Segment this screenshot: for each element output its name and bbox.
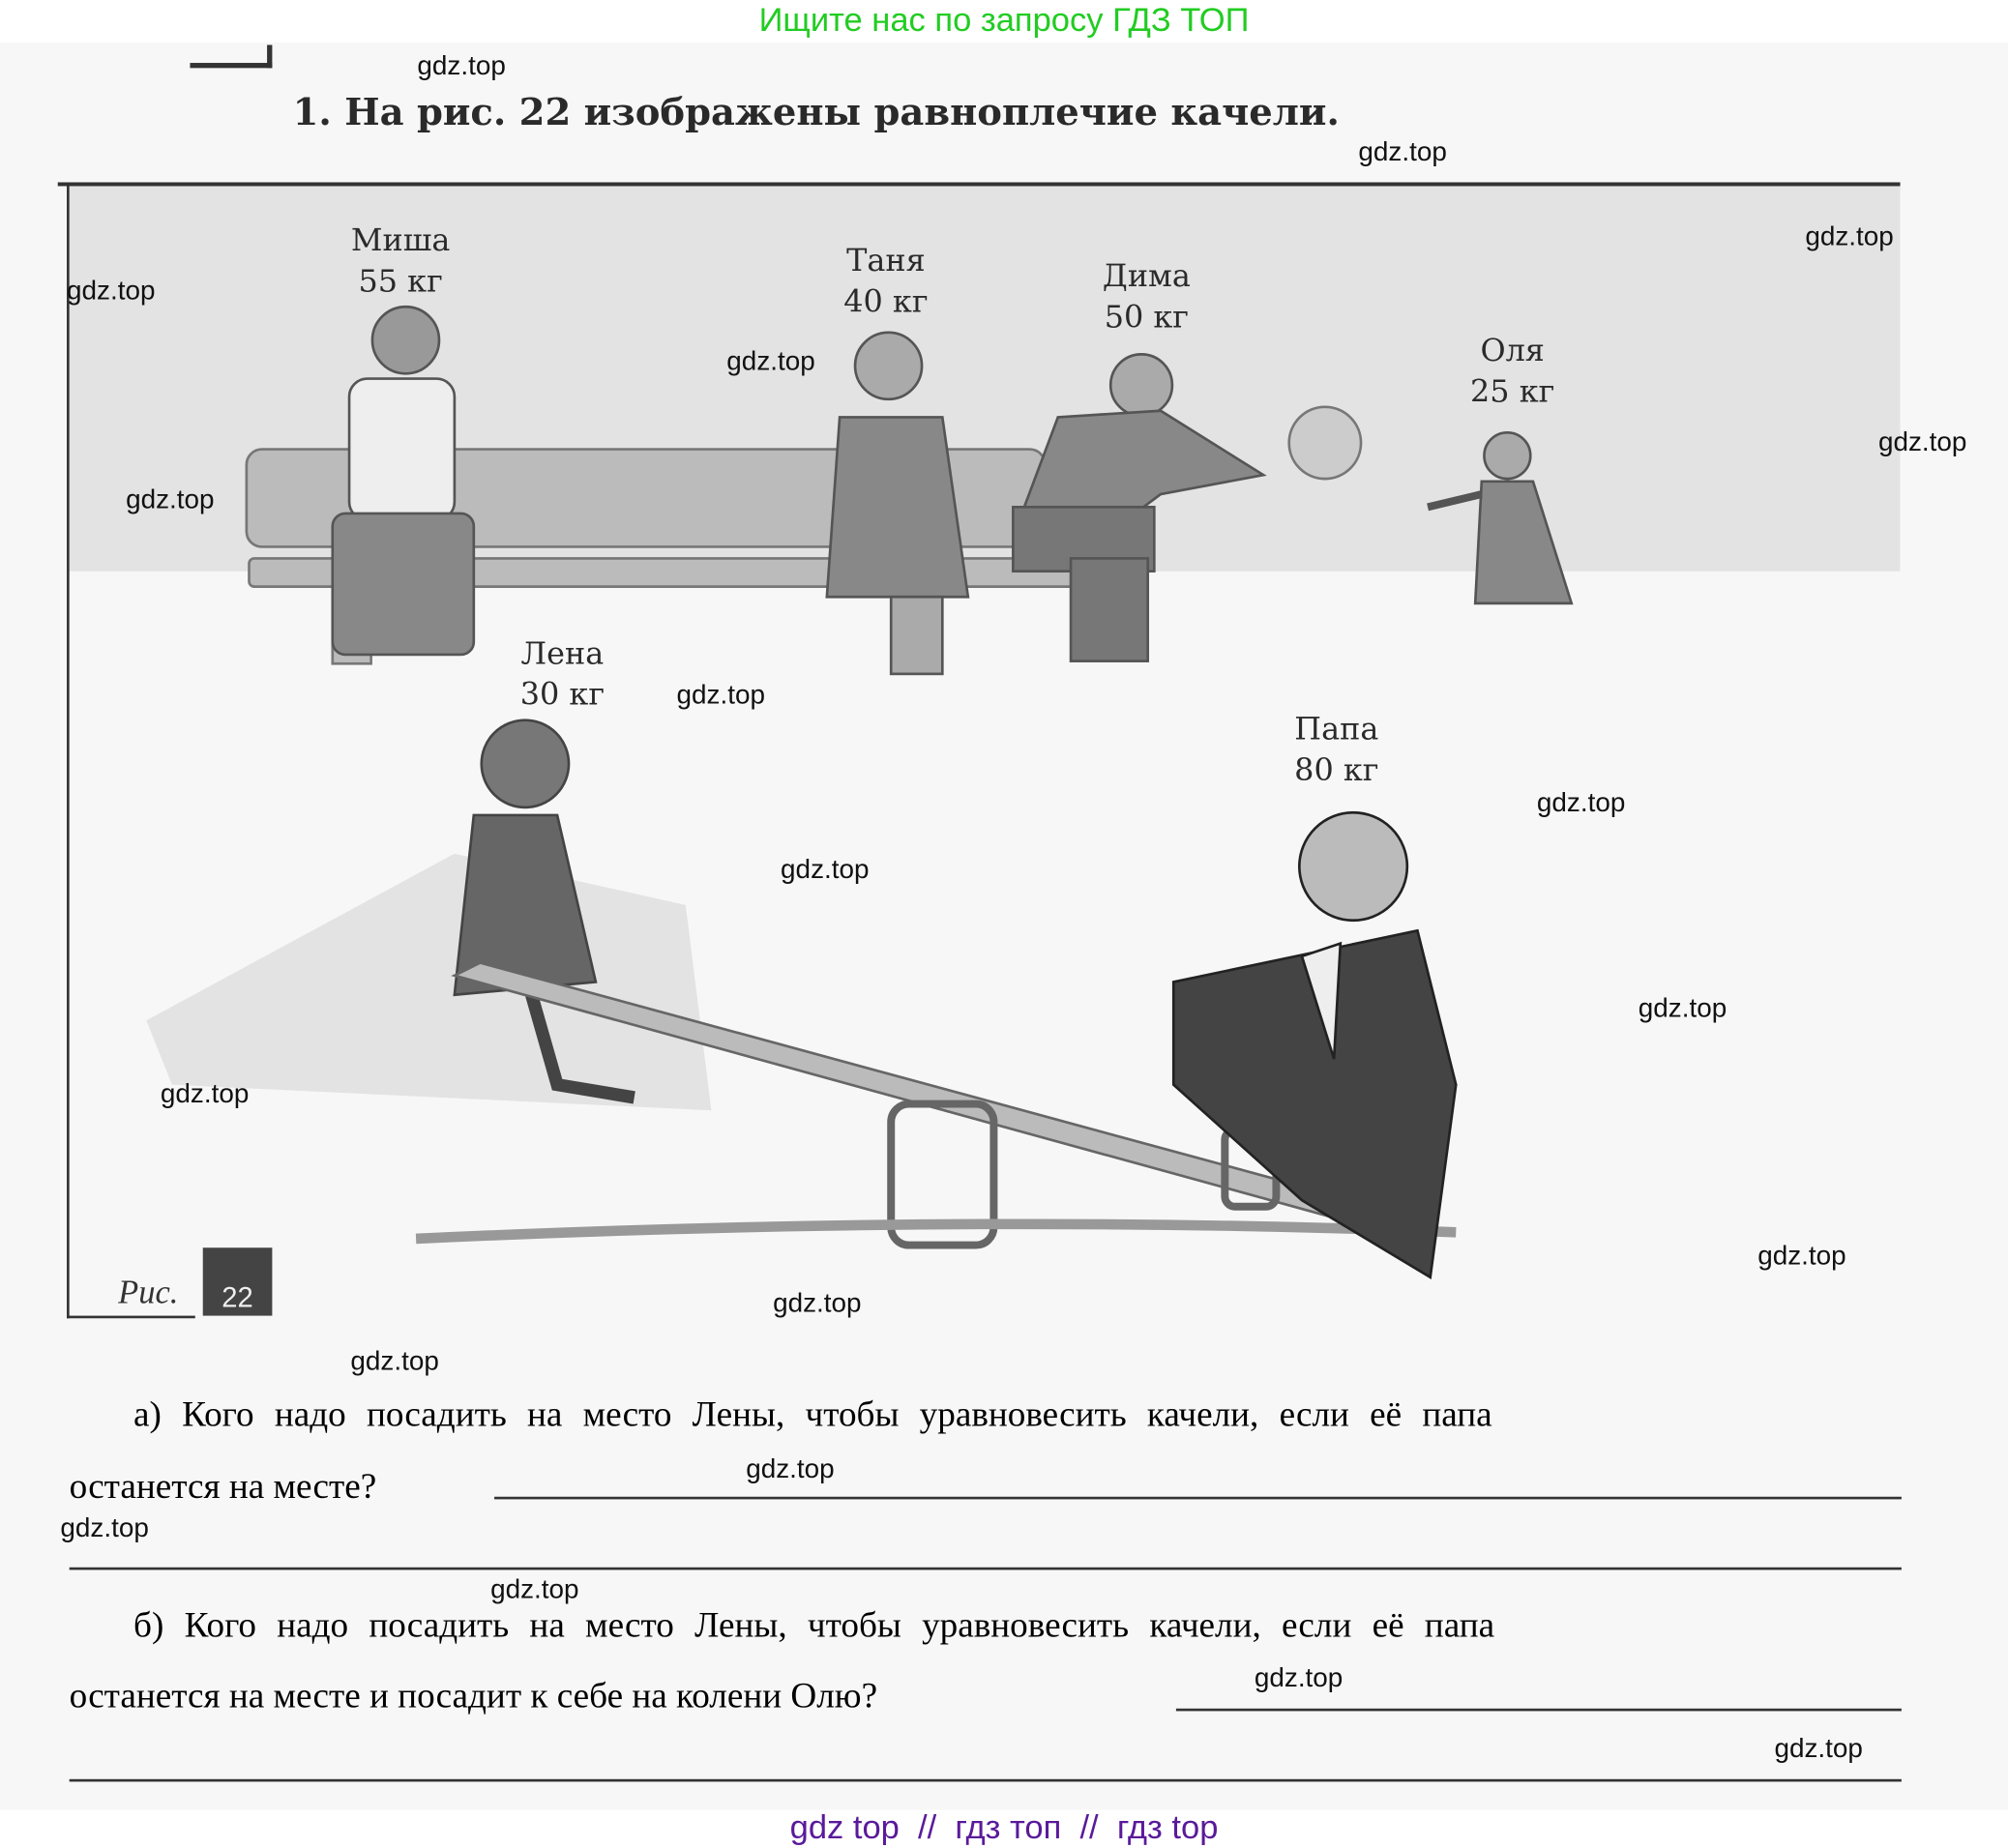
person-weight: 25 кг: [1470, 373, 1555, 410]
person-name: Дима: [1102, 257, 1191, 294]
figure-bottom-border: [67, 1316, 195, 1319]
person-weight: 40 кг: [843, 283, 929, 320]
watermark: gdz.top: [1805, 221, 1894, 252]
watermark: gdz.top: [1774, 1734, 1863, 1764]
watermark: gdz.top: [417, 51, 506, 81]
label-dima: [1103, 255, 1191, 337]
person-name: Миша: [350, 221, 451, 258]
label-lena: [520, 632, 605, 715]
figure-number: 22: [203, 1247, 273, 1315]
watermark: gdz.top: [676, 680, 765, 711]
person-weight: 80 кг: [1294, 751, 1379, 789]
person-name: Лена: [520, 635, 605, 672]
answer-line: [70, 1568, 1902, 1570]
question-a-line2: останется на месте?: [69, 1467, 377, 1508]
watermark: gdz.top: [1877, 427, 1967, 457]
watermark: gdz.top: [126, 484, 215, 515]
task-title: 1. На рис. 22 изображены равноплечие качели.: [292, 89, 1340, 134]
question-a-line1: а) Кого надо посадить на место Лены, чтобы уравновесить качели, если её папа: [133, 1394, 1492, 1436]
watermark: gdz.top: [773, 1288, 862, 1319]
search-banner: Ищите нас по запросу ГДЗ ТОП: [758, 0, 1250, 39]
person-name: Папа: [1294, 711, 1379, 748]
seesaw-illustration: [70, 186, 1901, 1315]
corner-mark: [190, 44, 272, 68]
papa-figure: [1173, 812, 1456, 1277]
label-tanya: [843, 240, 928, 322]
watermark: gdz.top: [490, 1574, 579, 1605]
watermark: gdz.top: [1358, 137, 1447, 167]
watermark: gdz.top: [726, 346, 815, 376]
question-b-line2: останется на месте и посадит к себе на колени Олю?: [69, 1676, 878, 1716]
watermark: gdz.top: [1757, 1241, 1846, 1272]
label-olya: [1470, 330, 1554, 412]
answer-line: [1176, 1709, 1902, 1712]
watermark: gdz.top: [60, 1513, 149, 1543]
watermark: gdz.top: [1536, 788, 1626, 818]
person-name: Оля: [1480, 332, 1545, 368]
person-weight: 30 кг: [519, 676, 605, 713]
watermark: gdz.top: [781, 855, 870, 885]
answer-line: [494, 1497, 1902, 1500]
person-weight: 50 кг: [1104, 299, 1189, 336]
person-weight: 55 кг: [358, 263, 443, 300]
label-misha: [351, 220, 450, 302]
label-papa: [1294, 709, 1378, 791]
watermark: gdz.top: [160, 1079, 250, 1109]
watermark: gdz.top: [67, 276, 156, 306]
watermark: gdz.top: [746, 1453, 835, 1484]
footer-watermark: gdz top // гдз топ // гдз top: [789, 1806, 1219, 1846]
person-name: Таня: [846, 242, 926, 279]
ball: [1289, 407, 1361, 479]
figure-caption: Рис.: [118, 1273, 179, 1311]
watermark: gdz.top: [350, 1346, 439, 1376]
watermark: gdz.top: [1638, 993, 1727, 1023]
question-b-line1: б) Кого надо посадить на место Лены, чтобы уравновесить качели, если её папа: [133, 1605, 1495, 1646]
answer-line: [70, 1779, 1902, 1782]
watermark: gdz.top: [1254, 1663, 1344, 1693]
